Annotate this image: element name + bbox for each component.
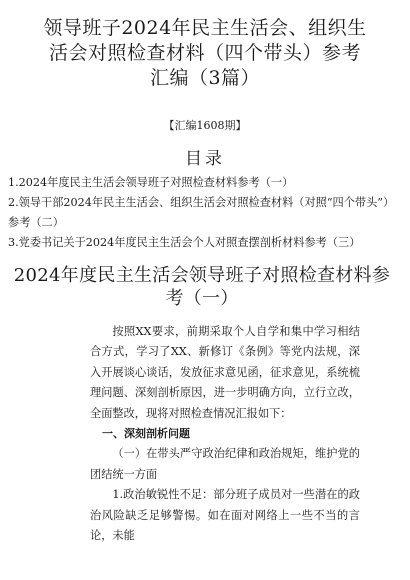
point-paragraph: 1.政治敏锐性不足：部分班子成员对一些潜在的政治风险缺乏足够警惕。如在面对网络上一些不当的言论，未能 — [90, 488, 360, 543]
toc-item-1[interactable]: 1.2024年度民主生活会领导班子对照检查材料参考（一） — [8, 176, 294, 189]
subsection-heading: （一）在带头严守政治纪律和政治规矩，维护党的团结统一方面 — [90, 447, 360, 481]
document-title: 领导班子2024年民主生活会、组织生活会对照检查材料（四个带头）参考汇编（3篇） — [43, 17, 367, 89]
toc-item-2[interactable]: 2.领导干部2024年民主生活会、组织生活会对照检查材料（对照“四个带头”）参考（二） — [8, 196, 389, 229]
table-of-contents — [8, 173, 393, 253]
toc-item-3[interactable]: 3.党委书记关于2024年度民主生活会个人对照查摆剖析材料参考（三） — [8, 236, 361, 249]
issue-number: 【汇编1608期】 — [163, 119, 247, 132]
section-heading: 一、深刻剖析问题 — [102, 427, 190, 441]
article-title: 2024年度民主生活会领导班子对照检查材料参考（一） — [13, 265, 391, 309]
toc-heading: 目录 — [185, 149, 225, 169]
article-body — [90, 322, 360, 546]
intro-paragraph: 按照XX要求，前期采取个人自学和集中学习相结合方式，学习了XX、新修订《条例》等党内法规，深入开展谈心谈话，发放征求意见函，征求意见，系统梳理问题、深刻剖析原因，进一步明确方向，立行立改，全面整改，现将对照检查情况汇报如下： — [90, 325, 360, 420]
